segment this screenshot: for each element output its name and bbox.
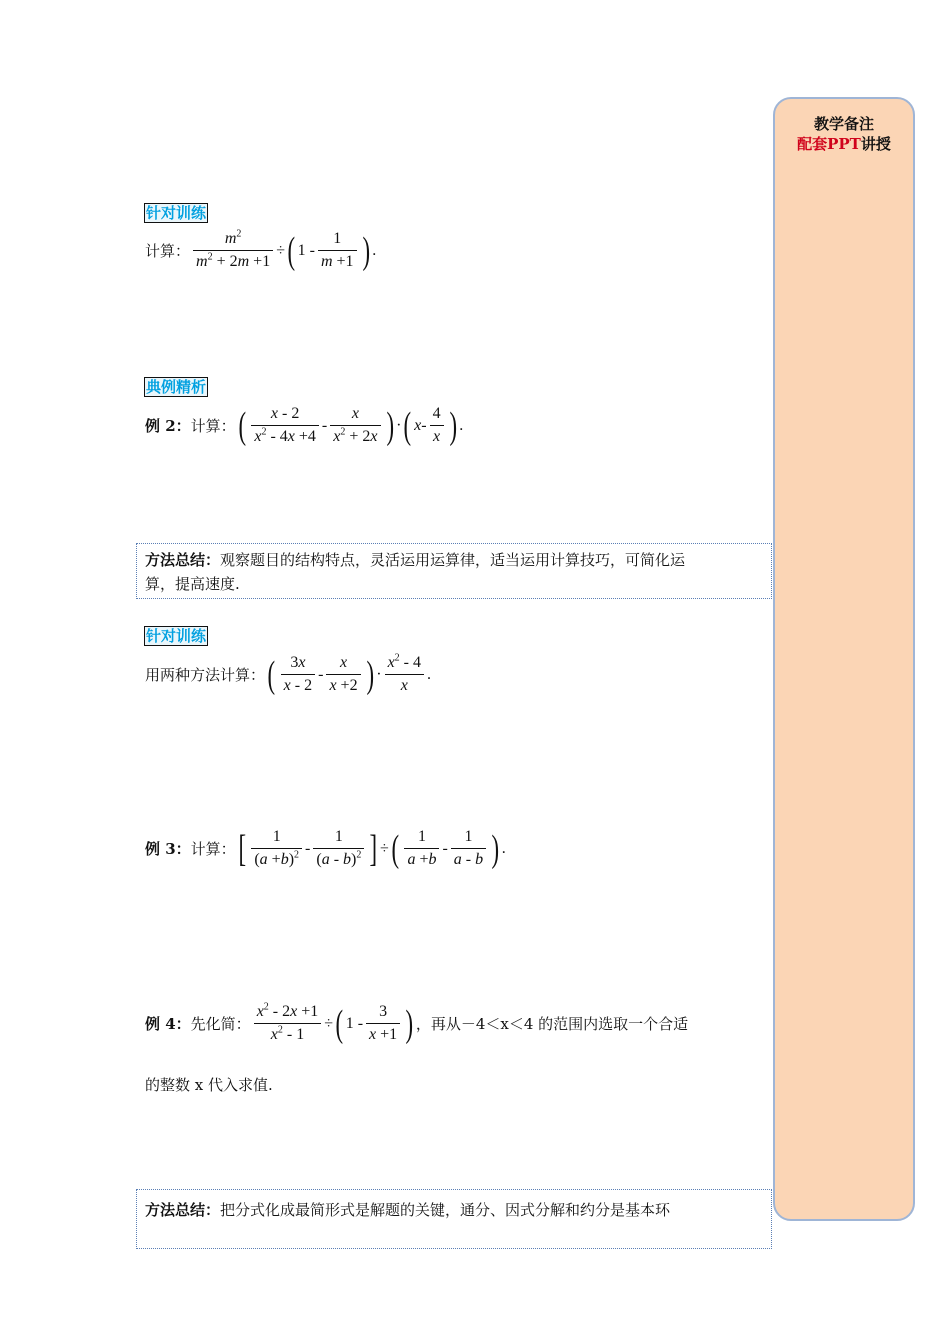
training-1-formula: $\frac{m^2}{m^2 + 2m +1}$ ÷ ( 1 - $\frac{1}{m +1}$ ) . [190,228,376,273]
fraction: $\frac{4}{x}$ [430,403,444,448]
training-tag-1: 针对训练 [146,204,207,222]
training-tag-2: 针对训练 [146,627,207,645]
example-4-line-2: 的整数 x 代入求值. [145,1076,273,1094]
fraction: $\frac{3}{x +1}$ [366,1001,400,1046]
fraction: $\frac{1}{(a +b)^2}$ [251,826,302,871]
training-2-problem: 用两种方法计算： ( $\frac{3x}{x - 2}$ - $\frac{x}{x +2}$ ) · $\frac{x^2 - 4}{x}$ . [145,652,431,696]
method-summary-box-1: 方法总结：观察题目的结构特点，灵活运用运算律，适当运用计算技巧，可简化运 算，提高速度. [136,543,772,599]
fraction: $\frac{x}{x^2 + 2x}$ [330,403,380,448]
method-summary-box-2: 方法总结：把分式化成最简形式是解题的关键，通分、因式分解和约分是基本环 [136,1189,772,1249]
fraction: $\frac{1}{a - b}$ [451,826,486,871]
fraction: $\frac{3x}{x - 2}$ [281,652,315,697]
example-tag: 典例精析 [146,378,207,396]
fraction: $\frac{x - 2}{x^2 - 4x +4}$ [251,403,319,448]
example-2-formula: ( $\frac{x - 2}{x^2 - 4x +4}$ - $\frac{x}{x^2 + 2x}$ ) · ( x - $\frac{4}{x}$ ) . [238,404,464,447]
training-2-formula: ( $\frac{3x}{x - 2}$ - $\frac{x}{x +2}$ ) · $\frac{x^2 - 4}{x}$ . [267,652,431,696]
sidebar-title: 教学备注 [813,115,874,133]
example-4-formula: $\frac{x^2 - 2x +1}{x^2 - 1}$ ÷ ( 1 - $\frac{3}{x +1}$ ) [251,1001,416,1046]
fraction: $\frac{1}{m +1}$ [318,228,357,273]
example-2-problem: 例 2： 计算： ( $\frac{x - 2}{x^2 - 4x +4}$ - $\frac{x}{x^2 + 2x}$ ) · ( x - $\frac{4}{x}$ ) . [145,404,464,447]
training-1-problem: 计算： $\frac{m^2}{m^2 + 2m +1}$ ÷ ( 1 - $\frac{1}{m +1}$ ) . [145,228,377,272]
fraction: $\frac{1}{(a - b)^2}$ [313,826,364,871]
fraction: $\frac{1}{a +b}$ [404,826,439,871]
fraction: $\frac{x^2 - 4}{x}$ [385,652,424,697]
example-3-problem: 例 3： 计算： [ $\frac{1}{(a +b)^2}$ - $\frac{1}{(a - b)^2}$ ] ÷ ( $\frac{1}{a +b}$ - $\frac{1}{a - b}$ ) . [145,827,506,870]
fraction: $\frac{x}{x +2}$ [326,652,360,697]
fraction: $\frac{x^2 - 2x +1}{x^2 - 1}$ [254,1001,322,1046]
example-4-problem: 例 4： 先化简： $\frac{x^2 - 2x +1}{x^2 - 1}$ ÷ ( 1 - $\frac{3}{x +1}$ ) ，再从－4＜x＜4 的范围内选取一个合适 [145,1001,689,1045]
fraction: $\frac{m^2}{m^2 + 2m +1}$ [193,228,273,273]
sidebar-subtitle: 配套PPT讲授 [797,135,891,153]
teaching-notes-sidebar [773,97,915,1221]
example-3-formula: [ $\frac{1}{(a +b)^2}$ - $\frac{1}{(a - b)^2}$ ] ÷ ( $\frac{1}{a +b}$ - $\frac{1}{a - b}$ ) . [238,827,506,870]
